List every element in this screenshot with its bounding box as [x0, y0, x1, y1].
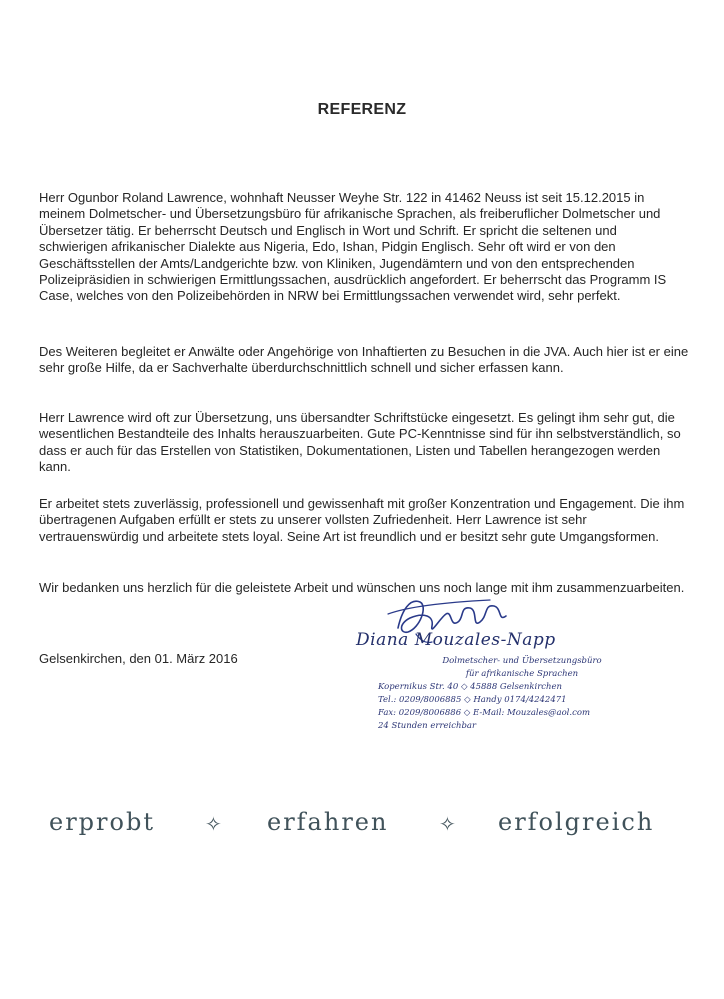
place-and-date: Gelsenkirchen, den 01. März 2016 [39, 651, 238, 666]
paragraph-closing: Wir bedanken uns herzlich für die geleistete Arbeit und wünschen uns noch lange mit ihm zusammenzuarbeiten. [39, 580, 685, 595]
stamp-line: Kopernikus Str. 40 ◇ 45888 Gelsenkirchen [378, 682, 563, 692]
paragraph-jva-support: Des Weiteren begleitet er Anwälte oder Angehörige von Inhaftierten zu Besuchen in die JVA. Auch hier ist er eine sehr große Hilfe, da er Sachverhalte überdurchschnittlich schnell und sicher erfassen kann. [39, 344, 689, 376]
document-title: REFERENZ [317, 101, 407, 118]
sparkle-icon: ✧ [439, 812, 458, 836]
company-stamp [372, 655, 672, 733]
stamp-line: Dolmetscher- und Übersetzungsbüro [442, 656, 602, 666]
paragraph-introduction: Herr Ogunbor Roland Lawrence, wohnhaft Neusser Weyhe Str. 122 in 41462 Neuss ist seit 15.12.2015 in meinem Dolmetscher- und Übersetzungsbüro für afrikanische Sprachen, als freiberuflicher Dolmetscher und Übersetzer tätig. Er beherrscht Deutsch und Englisch in Wort und Schrift. Er spricht die seltenen und schwierigen afrikanischer Dialekte aus Nigeria, Edo, Ishan, Pidgin Englisch. Sehr oft wird er von den Geschäftsstellen der Amts/Landgerichte bzw. von Kliniken, Jugendämtern und von den entsprechenden Polizeipräsidien in schwierigen Ermittlungssachen, ausdrücklich angefordert. Er beherrscht das Programm IS Case, welches von den Polizeibehörden in NRW bei Ermittlungssachen verwendet wird, sehr perfekt. [39, 190, 667, 304]
stamp-line: für afrikanische Sprachen [465, 669, 579, 679]
slogan-word: erfolgreich [498, 808, 655, 836]
paragraph-translation-skills: Herr Lawrence wird oft zur Übersetzung, uns übersandter Schriftstücke eingesetzt. Es gelingt ihm sehr gut, die wesentlichen Bestandteile des Inhalts herauszuarbeiten. Gute PC-Kenntnisse sind für ihn selbstverständlich, so dass er auch für das Erstellen von Statistiken, Dokumentationen, Listen und Tabellen herangezogen werden kann. [39, 410, 681, 475]
slogan-word: erprobt [49, 808, 155, 836]
stamp-line: 24 Stunden erreichbar [378, 721, 477, 731]
sparkle-icon: ✧ [205, 812, 224, 836]
slogan-word: erfahren [267, 808, 389, 836]
paragraph-work-assessment: Er arbeitet stets zuverlässig, professionell und gewissenhaft mit großer Konzentration und Engagement. Die ihm übertragenen Aufgaben erfüllt er stets zu unserer vollsten Zufriedenheit. Herr Lawrence ist sehr vertrauenswürdig und arbeitete stets loyal. Seine Art ist freundlich und er besitzt sehr gute Umgangsformen. [39, 496, 685, 544]
signatory-name: Diana Mouzales-Napp [356, 630, 556, 650]
stamp-line: Tel.: 0209/8006885 ◇ Handy 0174/4242471 [378, 695, 567, 705]
stamp-line: Fax: 0209/8006886 ◇ E-Mail: Mouzales@aol.com [378, 708, 591, 718]
